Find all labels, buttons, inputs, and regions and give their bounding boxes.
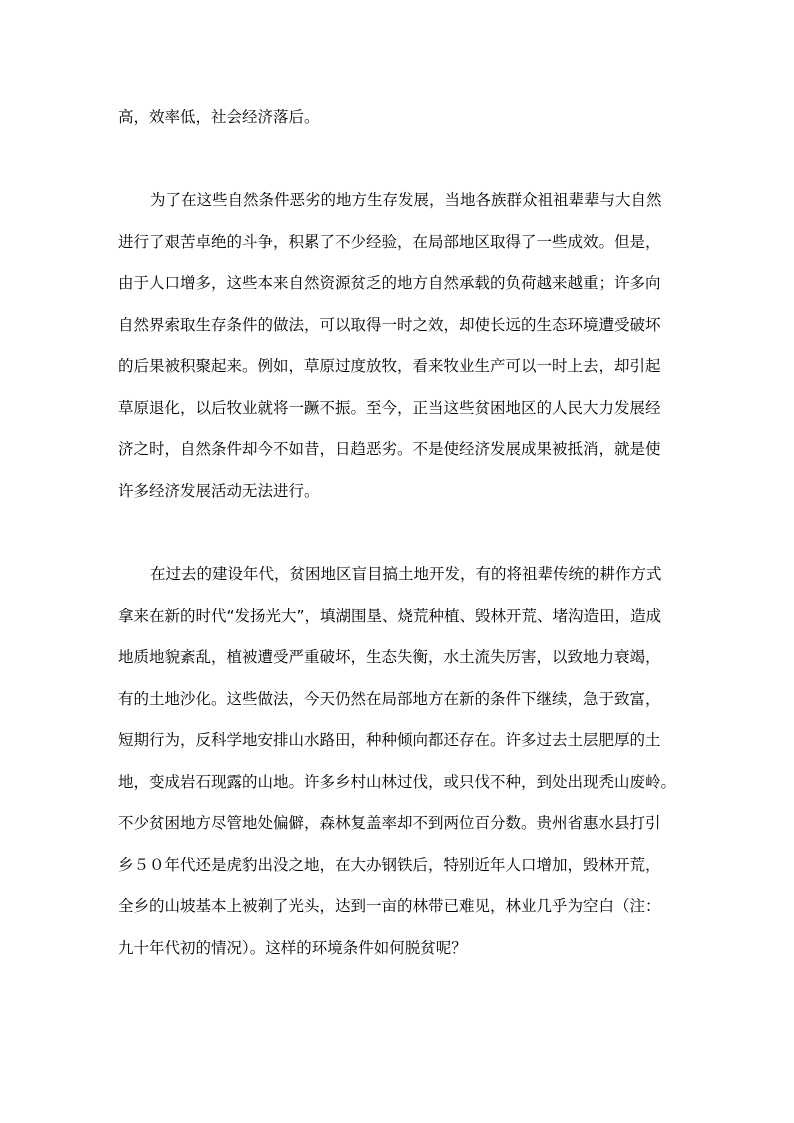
paragraph-2-line-2: 进行了艰苦卓绝的斗争，积累了不少经验，在局部地区取得了一些成效。但是， — [118, 233, 661, 251]
paragraph-2-line-3: 由于人口增多，这些本来自然资源贫乏的地方自然承载的负荷越来越重；许多向 — [118, 274, 661, 292]
paragraph-3-line-6: 地，变成岩石现露的山地。许多乡村山林过伐，或只伐不种，到处出现秃山废岭。 — [118, 773, 677, 791]
paragraph-3-line-2: 拿来在新的时代“发扬光大”，填湖围垦、烧荒种植、毁林开荒、堵沟造田，造成 — [118, 607, 662, 625]
paragraph-3-line-7: 不少贫困地方尽管地处偏僻，森林复盖率却不到两位百分数。贵州省惠水县打引 — [118, 814, 661, 832]
paragraph-3-line-9: 全乡的山坡基本上被剃了光头，达到一亩的林带已难见，林业几乎为空白（注： — [118, 897, 661, 915]
paragraph-3-line-4: 有的土地沙化。这些做法，今天仍然在局部地方在新的条件下继续，急于致富， — [118, 690, 661, 708]
paragraph-3-line-8: 乡５０年代还是虎豹出没之地，在大办钢铁后，特别近年人口增加，毁林开荒， — [118, 856, 661, 874]
paragraph-2-line-1: 为了在这些自然条件恶劣的地方生存发展，当地各族群众祖祖辈辈与大自然 — [150, 191, 662, 209]
paragraph-3-line-5: 短期行为，反科学地安排山水路田，种种倾向都还存在。许多过去土层肥厚的土 — [118, 731, 661, 749]
paragraph-2-line-8: 许多经济发展活动无法进行。 — [118, 482, 320, 500]
paragraph-1-line-1: 高，效率低，社会经济落后。 — [118, 108, 320, 126]
paragraph-2-line-4: 自然界索取生存条件的做法，可以取得一时之效，却使长远的生态环境遭受破坏 — [118, 316, 661, 334]
paragraph-3-line-3: 地质地貌紊乱，植被遭受严重破坏，生态失衡，水土流失厉害，以致地力衰竭， — [118, 648, 661, 666]
paragraph-2-line-6: 草原退化，以后牧业就将一蹶不振。至今，正当这些贫困地区的人民大力发展经 — [118, 399, 661, 417]
paragraph-2-line-7: 济之时，自然条件却今不如昔，日趋恶劣。不是使经济发展成果被抵消，就是使 — [118, 440, 661, 458]
paragraph-3-line-10: 九十年代初的情况）。这样的环境条件如何脱贫呢？ — [118, 939, 467, 957]
paragraph-2-line-5: 的后果被积聚起来。例如，草原过度放牧，看来牧业生产可以一时上去，却引起 — [118, 357, 661, 375]
paragraph-3-line-1: 在过去的建设年代，贫困地区盲目搞土地开发，有的将祖辈传统的耕作方式 — [150, 565, 662, 583]
